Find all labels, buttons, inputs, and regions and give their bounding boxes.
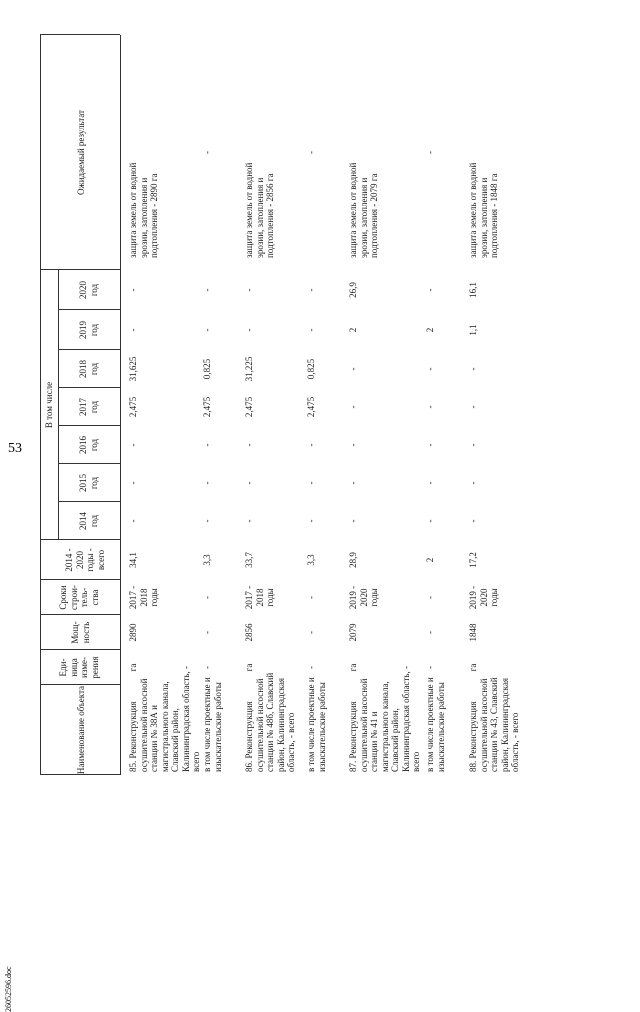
row-name bbox=[244, 673, 297, 772]
row-name-line: станции № 38А и bbox=[149, 705, 159, 772]
header-terms-line: Сроки bbox=[58, 585, 68, 610]
row-year-value: 0,825 bbox=[202, 358, 212, 380]
row-terms-line: годы bbox=[149, 588, 159, 607]
row-year-value: - bbox=[202, 288, 212, 292]
header-year-2015-line: год bbox=[88, 476, 99, 490]
header-name: Наименование объекта bbox=[76, 685, 86, 775]
row-year-value: 1,1 bbox=[468, 324, 478, 336]
row-terms-line: годы bbox=[489, 588, 499, 607]
header-including: В том числе bbox=[44, 381, 54, 429]
header-year-2017-line: 2017 bbox=[78, 398, 88, 416]
row-terms-line: 2020 bbox=[358, 588, 369, 607]
table-top-border bbox=[40, 35, 41, 775]
row-name-line: в том числе проектные и bbox=[306, 677, 316, 772]
row-year-value: 0,825 bbox=[306, 358, 316, 380]
header-year-2020 bbox=[78, 270, 99, 310]
row-year-value: - bbox=[128, 328, 138, 332]
row-result-line: - bbox=[306, 151, 316, 154]
row-name-line: в том числе проектные и bbox=[202, 677, 212, 772]
header-terms-line: ства bbox=[89, 589, 100, 606]
row-result bbox=[244, 163, 276, 258]
row-name-line: район, Калининградская bbox=[275, 678, 286, 772]
row-name-line: магистрального канала, bbox=[379, 681, 390, 772]
row-year-value: - bbox=[468, 405, 478, 409]
row-name-line: станции № 48б, Славский bbox=[265, 672, 275, 772]
row-result-line: подтопления - 2856 га bbox=[265, 173, 275, 258]
row-name-line: осушительной насосной bbox=[254, 678, 265, 772]
row-name-line: изыскательские работы bbox=[435, 682, 446, 772]
row-terms-line: - bbox=[306, 596, 316, 599]
row-terms-line: 2018 bbox=[138, 588, 149, 607]
row-terms-line: - bbox=[202, 596, 212, 599]
row-year-value: - bbox=[306, 328, 316, 332]
row-year-value: 2 bbox=[425, 327, 435, 333]
row-year-value: - bbox=[425, 443, 435, 447]
row-capacity: 1848 bbox=[468, 623, 478, 642]
row-unit: га bbox=[348, 663, 358, 672]
page-number: 53 bbox=[8, 441, 22, 456]
row-result-line: защита земель от водной bbox=[244, 162, 254, 258]
row-unit: га bbox=[128, 663, 138, 672]
header-year-2016-line: 2016 bbox=[78, 436, 88, 454]
row-year-value: - bbox=[425, 481, 435, 485]
header-total-line: всего bbox=[95, 549, 106, 571]
row-name-line: Калининградская область, - bbox=[180, 666, 191, 772]
row-name bbox=[202, 677, 223, 772]
row-terms bbox=[425, 580, 436, 615]
row-year-value: 31,625 bbox=[128, 356, 138, 382]
header-total-line: годы - bbox=[85, 548, 95, 572]
row-total: 28,9 bbox=[348, 552, 358, 568]
row-name-line: осушительной насосной bbox=[358, 678, 369, 772]
row-year-value: - bbox=[348, 367, 358, 371]
row-name-line: 87. Реконструкция bbox=[348, 701, 358, 772]
row-year-value: - bbox=[202, 443, 212, 447]
row-year-value: - bbox=[128, 481, 138, 485]
row-year-value: - bbox=[306, 443, 316, 447]
row-name-line: район, Калининградская bbox=[499, 678, 510, 772]
row-year-value: - bbox=[244, 519, 254, 523]
row-year-value: - bbox=[202, 519, 212, 523]
row-result-line: подтопления - 2079 га bbox=[369, 173, 379, 258]
header-year-2019-line: год bbox=[88, 323, 99, 337]
row-unit: га bbox=[244, 663, 254, 672]
row-year-value: - bbox=[425, 288, 435, 292]
row-year-value: - bbox=[128, 519, 138, 523]
row-result-line: подтопления - 1848 га bbox=[489, 173, 499, 258]
row-year-value: - bbox=[202, 481, 212, 485]
row-name-line: 86. Реконструкция bbox=[244, 701, 254, 772]
row-terms bbox=[128, 580, 160, 615]
row-name-line: в том числе проектные и bbox=[425, 677, 435, 772]
header-year-2017 bbox=[78, 388, 99, 426]
row-capacity: - bbox=[425, 631, 435, 634]
row-year-value: - bbox=[306, 481, 316, 485]
row-terms bbox=[244, 580, 276, 615]
row-result bbox=[348, 163, 380, 258]
row-year-value: 2,475 bbox=[128, 396, 138, 418]
row-name-line: магистрального канала, bbox=[159, 681, 170, 772]
row-result-line: защита земель от водной bbox=[468, 162, 478, 258]
header-year-2019-line: 2019 bbox=[78, 321, 88, 339]
row-result-line: подтопления - 2890 га bbox=[149, 173, 159, 258]
header-year-2014-line: год bbox=[88, 514, 99, 528]
header-total bbox=[64, 540, 106, 580]
header-total-line: 2014 - 2020 bbox=[64, 548, 85, 572]
header-unit-line: рения bbox=[89, 656, 100, 679]
row-result-line: эрозии, затопления и bbox=[478, 177, 489, 258]
row-name bbox=[468, 677, 521, 772]
row-unit: га bbox=[468, 663, 478, 672]
row-terms bbox=[202, 580, 213, 615]
header-unit-line: Еди- bbox=[58, 658, 68, 677]
header-unit-line: изме- bbox=[79, 657, 89, 678]
row-year-value: - bbox=[244, 481, 254, 485]
row-capacity: - bbox=[202, 631, 212, 634]
row-terms-line: 2019 - bbox=[468, 585, 478, 610]
header-year-2020-line: год bbox=[88, 283, 99, 297]
row-year-value: - bbox=[348, 519, 358, 523]
header-year-2018-line: 2018 bbox=[78, 360, 88, 378]
row-year-value: - bbox=[468, 519, 478, 523]
row-capacity: 2856 bbox=[244, 623, 254, 642]
row-name-line: Славский район, bbox=[390, 708, 400, 772]
header-capacity-line: ность bbox=[80, 621, 91, 644]
header-capacity-line: Мощ- bbox=[70, 621, 80, 644]
row-total: 2 bbox=[425, 557, 435, 563]
row-name-line: станции № 43, Славский bbox=[489, 677, 499, 772]
row-year-value: 2,475 bbox=[244, 396, 254, 418]
row-total: 34,1 bbox=[128, 552, 138, 568]
row-name bbox=[128, 666, 202, 772]
row-year-value: - bbox=[244, 328, 254, 332]
header-unit-line: ница bbox=[68, 658, 79, 677]
row-terms-line: 2017 - bbox=[128, 585, 138, 610]
row-name-line: 88. Реконструкция bbox=[468, 701, 478, 772]
row-year-value: - bbox=[348, 443, 358, 447]
row-result bbox=[468, 163, 500, 258]
row-terms-line: 2018 bbox=[254, 588, 265, 607]
row-result bbox=[306, 35, 317, 270]
header-year-2015 bbox=[78, 464, 99, 502]
header-year-2014 bbox=[78, 502, 99, 540]
row-year-value: - bbox=[244, 288, 254, 292]
row-year-value: - bbox=[348, 405, 358, 409]
row-name-line: всего bbox=[191, 751, 201, 772]
row-year-value: 31,225 bbox=[244, 356, 254, 382]
row-year-value: - bbox=[306, 519, 316, 523]
row-year-value: - bbox=[306, 288, 316, 292]
row-year-value: - bbox=[468, 481, 478, 485]
header-year-2014-line: 2014 bbox=[78, 512, 88, 530]
row-name-line: изыскательские работы bbox=[212, 682, 223, 772]
row-name-line: Славский район, bbox=[170, 708, 180, 772]
row-result bbox=[128, 163, 160, 258]
row-year-value: 2,475 bbox=[306, 396, 316, 418]
row-year-value: - bbox=[425, 367, 435, 371]
header-year-2016-line: год bbox=[88, 438, 99, 452]
row-result-line: - bbox=[202, 151, 212, 154]
document-code: 26052596.doc bbox=[4, 966, 13, 1012]
row-result-line: защита земель от водной bbox=[348, 162, 358, 258]
row-result-line: эрозии, затопления и bbox=[138, 177, 149, 258]
row-result-line: - bbox=[425, 151, 435, 154]
header-year-2020-line: 2020 bbox=[78, 281, 88, 299]
row-unit: - bbox=[425, 666, 435, 669]
row-name bbox=[348, 666, 422, 772]
row-capacity: 2890 bbox=[128, 623, 138, 642]
row-year-value: 2 bbox=[348, 327, 358, 333]
header-year-2017-line: год bbox=[88, 400, 99, 414]
row-terms-line: годы bbox=[369, 588, 379, 607]
row-terms-line: - bbox=[425, 596, 435, 599]
row-name-line: 85. Реконструкция bbox=[128, 701, 138, 772]
header-year-2018-line: год bbox=[88, 362, 99, 376]
row-result-line: защита земель от водной bbox=[128, 162, 138, 258]
row-year-value: - bbox=[128, 288, 138, 292]
row-year-value: - bbox=[202, 328, 212, 332]
row-name-line: область, - всего bbox=[510, 712, 520, 772]
row-year-value: 2,475 bbox=[202, 396, 212, 418]
row-year-value: - bbox=[425, 519, 435, 523]
row-year-value: - bbox=[244, 443, 254, 447]
header-terms-line: тель- bbox=[79, 587, 89, 608]
row-capacity: - bbox=[306, 631, 316, 634]
row-terms-line: 2020 bbox=[478, 588, 489, 607]
row-year-value: 26,9 bbox=[348, 282, 358, 298]
row-total: 17,2 bbox=[468, 552, 478, 568]
row-result bbox=[202, 35, 213, 270]
row-year-value: - bbox=[468, 443, 478, 447]
row-name-line: Калининградская область, - bbox=[400, 666, 411, 772]
row-name-line: осушительной насосной bbox=[138, 678, 149, 772]
row-name-line: область, - всего bbox=[286, 712, 296, 772]
row-year-value: - bbox=[348, 481, 358, 485]
header-bottom-border bbox=[120, 35, 121, 775]
row-result-line: эрозии, затопления и bbox=[358, 177, 369, 258]
row-result-line: эрозии, затопления и bbox=[254, 177, 265, 258]
header-capacity bbox=[70, 615, 91, 650]
row-year-value: - bbox=[468, 367, 478, 371]
header-result: Ожидаемый результат bbox=[76, 110, 86, 195]
row-name-line: всего bbox=[411, 751, 421, 772]
row-total: 3,3 bbox=[202, 554, 212, 566]
header-unit bbox=[58, 650, 100, 685]
header-year-2019 bbox=[78, 310, 99, 350]
header-year-2016 bbox=[78, 426, 99, 464]
row-terms-line: 2017 - bbox=[244, 585, 254, 610]
header-year-2018 bbox=[78, 350, 99, 388]
row-name bbox=[306, 677, 327, 772]
row-unit: - bbox=[306, 666, 316, 669]
header-year-2015-line: 2015 bbox=[78, 474, 88, 492]
row-total: 33,7 bbox=[244, 552, 254, 568]
header-terms bbox=[58, 580, 100, 615]
row-terms-line: годы bbox=[265, 588, 275, 607]
header-terms-line: строи- bbox=[68, 585, 79, 610]
row-terms bbox=[306, 580, 317, 615]
row-terms-line: 2019 - bbox=[348, 585, 358, 610]
row-result bbox=[425, 35, 436, 270]
row-unit: - bbox=[202, 666, 212, 669]
row-name-line: изыскательские работы bbox=[316, 682, 327, 772]
row-terms bbox=[468, 580, 500, 615]
row-year-value: - bbox=[128, 443, 138, 447]
row-capacity: 2079 bbox=[348, 623, 358, 642]
row-year-value: - bbox=[425, 405, 435, 409]
row-name bbox=[425, 677, 446, 772]
subheader-border bbox=[58, 270, 59, 540]
row-name-line: осушительной насосной bbox=[478, 678, 489, 772]
row-name-line: станции № 41 и bbox=[369, 711, 379, 772]
row-total: 3,3 bbox=[306, 554, 316, 566]
row-terms bbox=[348, 580, 380, 615]
row-year-value: 16,1 bbox=[468, 282, 478, 298]
